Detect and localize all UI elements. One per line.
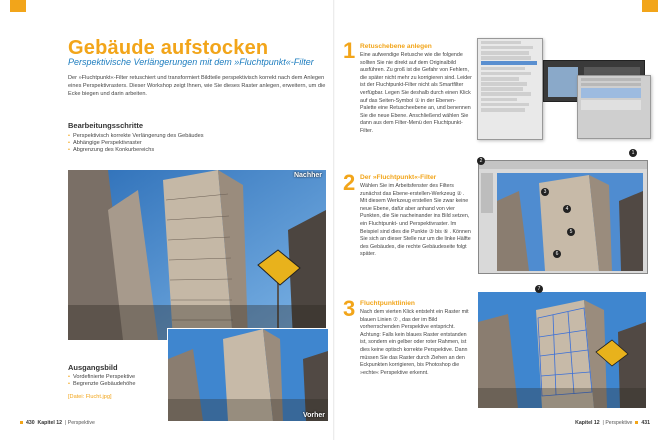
left-page-number: 430 — [26, 420, 35, 426]
menu-row — [481, 46, 533, 50]
step-body: Eine aufwendige Retusche wie die folgende sollten Sie nie direkt auf dem Originalbild ausführen. Zu groß ist die Gefahr von Fehlern, die später nicht mehr zu korrigieren sind. Leider ist der Fluchtpunkt-Filter nicht als Smartfilter verfügbar. Legen Sie deshalb durch einen Klick auf das Seiten-Symbol ① in der Ebenen-Palette eine Retuscheebene an, und benennen Sie die neue Ebene. Anschließend wählen Sie dann aus dem Filter-Menü den Fluchtpunkt-Filter. — [360, 52, 472, 134]
perspective-grid-photo — [478, 292, 646, 408]
before-photo — [167, 328, 329, 422]
steps-list — [68, 133, 204, 155]
step-body: Nach dem vierten Klick entsteht ein Raster mit blauen Linien ⑦ , das der im Bild vorherrschenden Perspektive entspricht. Achtung: Falls kein blaues Raster entstanden ist, sondern ein gelber oder roter Rahmen, ist dies keine optisch korrekte Perspektive. Dann müssen Sie das Raster durch Ziehen an den Eckpunkten korrigieren, bis Photoshop die »echte« Perspektive erkennt. — [360, 309, 469, 376]
list-item: • Begrenzte Gebäudehöhe — [68, 381, 135, 388]
callout-4: 4 — [563, 205, 571, 213]
left-chapter: Kapitel 12 — [37, 420, 63, 426]
menu-row — [481, 103, 529, 107]
source-heading: Ausgangsbild — [68, 363, 118, 372]
left-page-tab — [10, 0, 26, 12]
right-page-tab — [642, 0, 658, 12]
step-title: Fluchtpunktlinien — [360, 300, 415, 307]
callout-1: 1 — [629, 149, 637, 157]
callout-7: 7 — [535, 285, 543, 293]
step-number: 1 — [343, 38, 356, 63]
page-subtitle: Perspektivische Verlängerungen mit dem »Fluchtpunkt«-Filter — [68, 57, 314, 67]
after-label: Nachher — [293, 172, 322, 179]
palette-layer-row — [581, 88, 641, 98]
page-title: Gebäude aufstocken — [68, 37, 269, 59]
menu-row — [481, 108, 525, 112]
page-marker — [635, 421, 638, 424]
step-body: Wählen Sie im Arbeitsfenster des Filters zunächst das Ebene-erstellen-Werkzeug ② . Mit diesem Werkzeug erstellen Sie zwar keine neue Ebene, dafür aber anhand von vier Punkten, die Sie nacheinander ins Bild setzen, ein Fluchtpunkt- und Perspektivraster. Im Beispiel sind dies die Punkte ③ bis ⑥ . Können Sie sich an dieser Stelle nur um die linke Hälfte des Gebäudes, die rechte Gebäudeseite folgt später. — [360, 183, 471, 258]
menu-row — [481, 72, 531, 76]
list-item: • Abhängige Perspektivraster — [68, 140, 204, 147]
source-list — [68, 374, 135, 388]
callout-5: 5 — [567, 228, 575, 236]
palette-row — [581, 83, 641, 87]
callout-2: 2 — [477, 157, 485, 165]
menu-row — [481, 51, 529, 55]
list-item: • Vordefinierte Perspektive — [68, 374, 135, 381]
left-section: Perspektive — [67, 420, 95, 426]
menu-row — [481, 98, 517, 102]
list-item: • Perspektivisch korrekte Verlängerung des Gebäudes — [68, 133, 204, 140]
menu-row — [481, 82, 527, 86]
filter-menu-screenshot — [477, 38, 543, 140]
palette-row — [581, 78, 641, 82]
after-photo — [68, 170, 326, 340]
callout-6: 6 — [553, 250, 561, 258]
menu-row — [481, 92, 531, 96]
step-number: 2 — [343, 170, 356, 195]
steps-heading: Bearbeitungsschritte — [68, 121, 144, 130]
file-reference: [Datei: Flucht.jpg] — [68, 394, 112, 400]
menu-row — [481, 41, 521, 45]
intro-text: Der »Fluchtpunkt«-Filter retuschiert und transformiert Bildteile perspektivisch korrekt nach dem Anlegen eines Perspektivrasters. Dieser Workshop zeigt Ihnen, wie Sie dieses Raster anlegen, erweitern, um die Ecke biegen und darin arbeiten. — [68, 75, 326, 98]
filter-window-screenshot — [478, 160, 648, 274]
menu-row — [481, 87, 523, 91]
step-title: Der »Fluchtpunkt«-Filter — [360, 174, 437, 181]
right-chapter: Kapitel 12 — [575, 420, 600, 426]
page-gutter — [333, 0, 335, 440]
menu-row-highlighted — [481, 61, 537, 65]
palette-layer-row — [581, 100, 641, 110]
step-number: 3 — [343, 296, 356, 321]
menu-row — [481, 56, 531, 60]
right-section: Perspektive — [605, 420, 633, 426]
layers-palette-screenshot — [577, 75, 651, 139]
callout-3: 3 — [541, 188, 549, 196]
list-item: • Abgrenzung des Konkurbereichs — [68, 147, 204, 154]
before-label: Vorher — [302, 412, 325, 419]
right-footer: Kapitel 12 | Perspektive 431 — [575, 420, 650, 426]
left-footer: 430 Kapitel 12 | Perspektive — [20, 420, 95, 426]
step-title: Retuschebene anlegen — [360, 43, 432, 50]
menu-row — [481, 77, 519, 81]
page-marker — [20, 421, 23, 424]
menu-row — [481, 67, 525, 71]
right-page-number: 431 — [641, 420, 650, 426]
